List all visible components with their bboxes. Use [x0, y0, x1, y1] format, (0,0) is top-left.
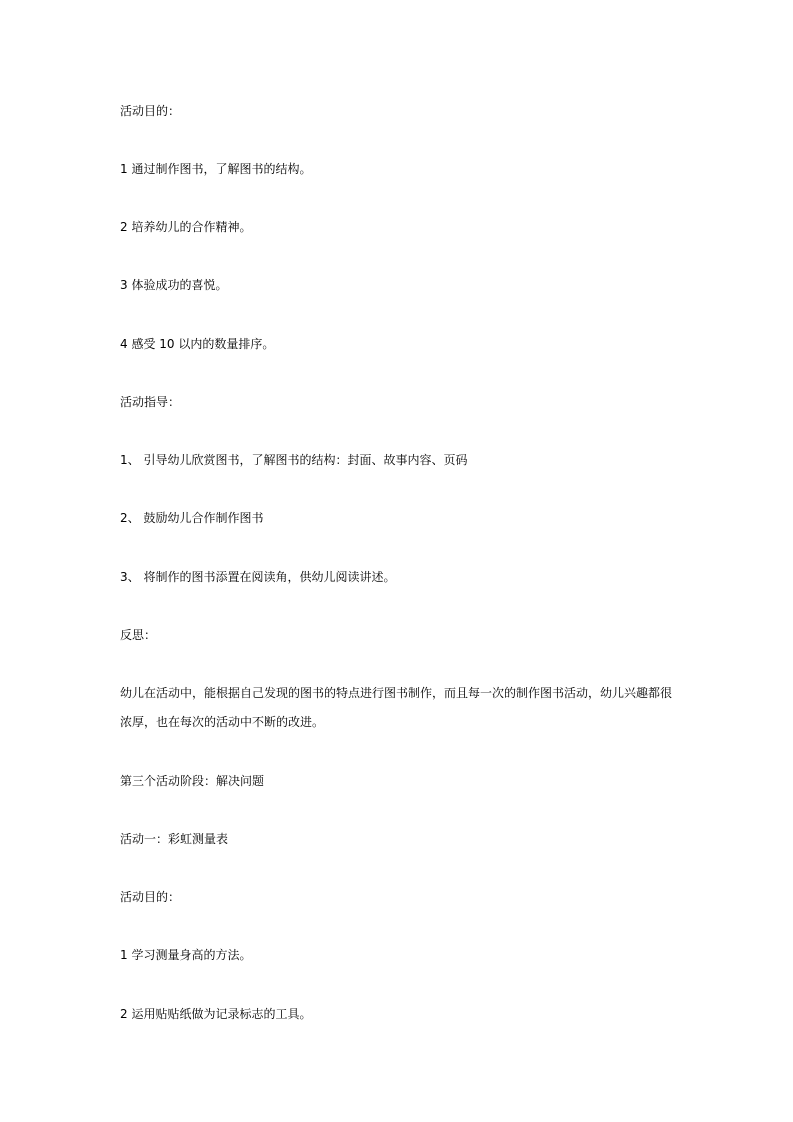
guidance-item-1: 1、 引导幼儿欣赏图书，了解图书的结构：封面、故事内容、页码 — [120, 453, 468, 467]
heading-activity-one: 活动一：彩虹测量表 — [120, 832, 229, 846]
goal-item-4: 4 感受 10 以内的数量排序。 — [120, 337, 275, 351]
guidance-item-2: 2、 鼓励幼儿合作制作图书 — [120, 511, 264, 525]
heading-reflection: 反思： — [120, 628, 157, 642]
guidance-item-3: 3、 将制作的图书添置在阅读角，供幼儿阅读讲述。 — [120, 570, 396, 584]
goal-item-1b: 1 学习测量身高的方法。 — [120, 948, 252, 962]
reflection-text-line-2: 浓厚，也在每次的活动中不断的改进。 — [120, 715, 325, 729]
heading-activity-goals-2: 活动目的： — [120, 890, 181, 904]
goal-item-2b: 2 运用贴贴纸做为记录标志的工具。 — [120, 1007, 312, 1021]
heading-activity-guidance: 活动指导： — [120, 395, 181, 409]
goal-item-3: 3 体验成功的喜悦。 — [120, 278, 228, 292]
heading-third-stage: 第三个活动阶段：解决问题 — [120, 774, 265, 788]
goal-item-2: 2 培养幼儿的合作精神。 — [120, 220, 252, 234]
goal-item-1: 1 通过制作图书，了解图书的结构。 — [120, 162, 312, 176]
heading-activity-goals: 活动目的： — [120, 104, 181, 118]
reflection-text-line-1: 幼儿在活动中，能根据自己发现的图书的特点进行图书制作，而且每一次的制作图书活动，幼儿兴趣都很 — [120, 686, 673, 700]
